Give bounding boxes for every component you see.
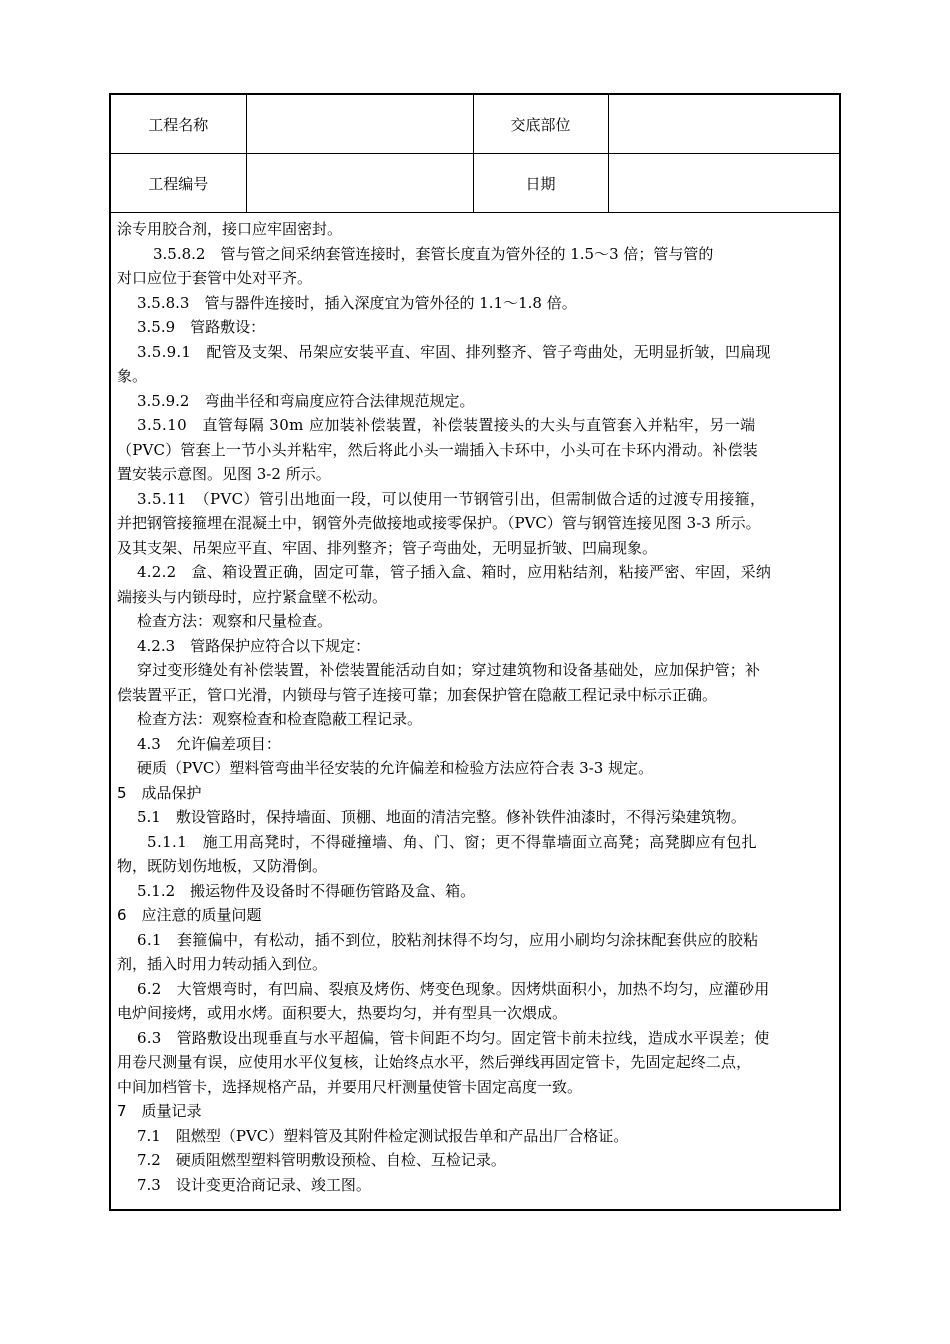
text-line: 3.5.11 （PVC）管引出地面一段，可以使用一节钢管引出，但需制做合适的过渡专用接箍，	[137, 489, 766, 508]
text-line: 检查方法：观察检查和检查隐蔽工程记录。	[137, 710, 423, 728]
text-line: 端接头与内锁母时，应拧紧盒壁不松动。	[117, 587, 388, 606]
text-line: 5.1.2 搬运物件及设备时不得砸伤管路及盒、箱。	[137, 881, 476, 900]
header-table	[111, 95, 839, 213]
project-no-value	[246, 154, 473, 213]
text-line: 6.2 大管煨弯时，有凹扁、裂痕及烤伤、烤变色现象。因烤烘面积小，加热不均匀，应灌砂用	[137, 979, 770, 998]
text-line: 6.3 管路敷设出现垂直与水平超偏，管卡间距不均匀。固定管卡前未拉线，造成水平误差；使	[137, 1028, 770, 1047]
text-line: 7.2 硬质阻燃型塑料管明敷设预检、自检、互检记录。	[137, 1151, 506, 1169]
text-line: 3.5.9 管路敷设：	[137, 318, 266, 336]
text-line: 及其支架、吊架应平直、牢固、排列整齐；管子弯曲处，无明显折皱、凹扁现象。	[117, 538, 658, 557]
text-line: 5.1.1 施工用高凳时，不得碰撞墙、角、门、窗；更不得靠墙面立高凳；高凳脚应有包扎	[147, 832, 757, 851]
section-heading: 5 成品保护	[117, 783, 202, 802]
handover-part-value	[608, 95, 839, 154]
text-line: 3.5.10 直管每隔 30m 应加装补偿装置，补偿装置接头的大头与直管套入并粘牢，另一端	[137, 416, 756, 434]
text-line: 检查方法：观察和尺量检查。	[137, 612, 333, 630]
text-line: 物，既防划伤地板，又防滑倒。	[117, 857, 328, 875]
text-line: 4.2.2 盒、箱设置正确，固定可靠，管子插入盒、箱时，应用粘结剂，粘接严密、牢固，采纳	[137, 563, 772, 581]
project-no-label: 工程编号	[111, 154, 246, 213]
text-line: 7.1 阻燃型（PVC）塑料管及其附件检定测试报告单和产品出厂合格证。	[137, 1126, 629, 1145]
text-line: 4.2.3 管路保护应符合以下规定：	[137, 636, 371, 655]
document-body	[117, 217, 833, 1197]
text-line: 5.1 敷设管路时，保持墙面、顶棚、地面的清洁完整。修补铁件油漆时，不得污染建筑物。	[137, 808, 746, 826]
text-line: 用卷尺测量有误，应使用水平仪复核，让始终点水平，然后弹线再固定管卡，先固定起终二点，	[117, 1053, 752, 1071]
text-line: 3.5.9.1 配管及支架、吊架应安装平直、牢固、排列整齐、管子弯曲处，无明显折皱，凹扁现	[137, 342, 771, 361]
header-row-1	[111, 95, 839, 154]
handover-part-label: 交底部位	[473, 95, 608, 154]
text-line: 涂专用胶合剂，接口应牢固密封。	[117, 220, 343, 238]
text-line: 3.5.9.2 弯曲半径和弯扁度应符合法律规范规定。	[137, 391, 475, 410]
date-value	[608, 154, 839, 213]
text-line: 3.5.8.2 管与管之间采纳套管连接时，套管长度直为管外径的 1.5～3 倍；管与管的	[153, 244, 714, 263]
text-line: 对口应位于套管中处对平齐。	[117, 269, 313, 287]
project-name-label: 工程名称	[111, 95, 246, 154]
header-row-2	[111, 154, 839, 213]
text-line: 3.5.8.3 管与器件连接时，插入深度宜为管外径的 1.1～1.8 倍。	[137, 293, 577, 312]
text-line: 象。	[117, 367, 148, 385]
document-frame	[109, 93, 841, 1211]
text-line: 7.3 设计变更洽商记录、竣工图。	[137, 1175, 371, 1194]
text-line: 并把钢管接箍埋在混凝土中，钢管外壳做接地或接零保护。（PVC）管与钢管连接见图 3-3 所示。	[117, 514, 761, 532]
project-name-value	[246, 95, 473, 154]
text-line: 6.1 套箍偏中，有松动，插不到位，胶粘剂抹得不均匀，应用小刷均匀涂抹配套供应的胶粘	[137, 930, 759, 949]
section-heading: 7 质量记录	[117, 1102, 202, 1120]
text-line: 4.3 允许偏差项目：	[137, 734, 281, 753]
text-line: 穿过变形缝处有补偿装置，补偿装置能活动自如；穿过建筑物和设备基础处，应加保护管；补	[137, 661, 761, 679]
text-line: 硬质（PVC）塑料管弯曲半径安装的允许偏差和检验方法应符合表 3-3 规定。	[137, 759, 654, 777]
text-line: 偿装置平正，管口光滑，内锁母与管子连接可靠；加套保护管在隐蔽工程记录中标示正确。	[117, 685, 718, 704]
text-line: 置安装示意图。见图 3-2 所示。	[117, 465, 331, 483]
text-line: 剂，插入时用力转动插入到位。	[117, 955, 328, 973]
date-label: 日期	[473, 154, 608, 213]
section-heading: 6 应注意的质量问题	[117, 906, 262, 924]
text-line: （PVC）管套上一节小头并粘牢，然后将此小头一端插入卡环中，小头可在卡环内滑动。补偿装	[117, 440, 759, 459]
text-line: 电炉间接烤，或用水烤。面积要大，热要均匀，并有型具一次煨成。	[117, 1004, 568, 1022]
text-line: 中间加档管卡，选择规格产品，并要用尺杆测量使管卡固定高度一致。	[117, 1077, 583, 1096]
